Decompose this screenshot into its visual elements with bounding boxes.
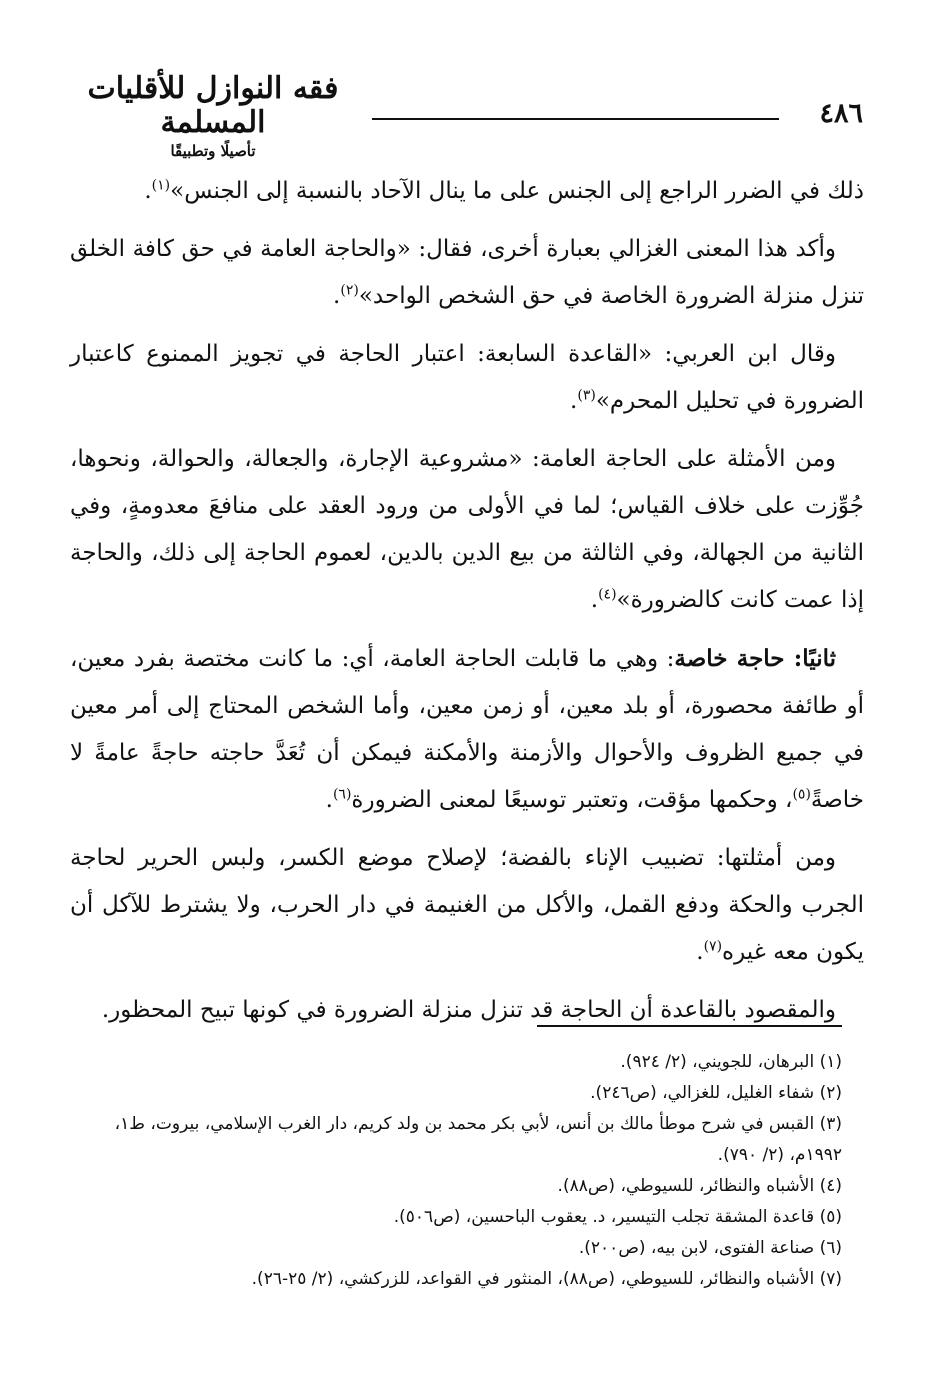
- paragraph-1: ذلك في الضرر الراجع إلى الجنس على ما ينال الآحاد بالنسبة إلى الجنس»$^{(١)}$.: [144, 177, 864, 204]
- footnote-ref-1[interactable]: (١): [151, 177, 171, 194]
- paragraph-3: وقال ابن العربي: «القاعدة السابعة: اعتبار الحاجة في تجويز الممنوع كاعتبار الضرورة في تحليل المحرم»$^{(٣)}$.: [70, 341, 864, 414]
- page-number: ٤٨٦: [819, 98, 863, 129]
- footnote-ref-2[interactable]: (٢): [340, 282, 359, 299]
- section-heading: ثانيًا: حاجة خاصة: [674, 645, 836, 672]
- footnote-6: (٦) صناعة الفتوى، لابن بيه، (ص٢٠٠).: [578, 1238, 842, 1258]
- paragraph-4: ومن الأمثلة على الحاجة العامة: «مشروعية الإجارة، والجعالة، والحوالة، ونحوها، جُوِّزت على خلاف القياس؛ لما في الأولى من ورود العقد على منافعَ معدومةٍ، وفي الثانية من الجهالة، وفي الثالثة من بيع الدين بالدين، لعموم الحاجة إلى ذلك، والحاجة إذا عمت كانت كالضرورة»$^{(٤)}$.: [70, 446, 864, 613]
- footnote-4: (٤) الأشباه والنظائر، للسيوطي، (ص٨٨).: [557, 1176, 842, 1196]
- book-subtitle: تأصيلًا وتطبيقًا: [170, 142, 256, 160]
- header-rule: [372, 118, 779, 120]
- footnote-ref-4[interactable]: (٤): [598, 586, 617, 603]
- footnote-5: (٥) قاعدة المشقة تجلب التيسير، د. يعقوب الباحسين، (ص٥٠٦).: [393, 1207, 842, 1227]
- footnote-ref-6[interactable]: (٦): [332, 786, 352, 803]
- paragraph-7: والمقصود بالقاعدة أن الحاجة قد تنزل منزلة الضرورة في كونها تبيح المحظور.: [101, 997, 836, 1023]
- paragraph-2: وأكد هذا المعنى الغزالي بعبارة أخرى، فقال: «والحاجة العامة في حق كافة الخلق تنزل منزلة الضرورة الخاصة في حق الشخص الواحد»$^{(٢)}$.: [70, 236, 864, 309]
- footnote-ref-3[interactable]: (٣): [577, 387, 596, 404]
- footnote-2: (٢) شفاء الغليل، للغزالي، (ص٢٤٦).: [590, 1083, 842, 1103]
- footnote-1: (١) البرهان، للجويني، (٢/ ٩٢٤).: [620, 1052, 842, 1072]
- paragraph-6: ومن أمثلتها: تضبيب الإناء بالفضة؛ لإصلاح موضع الكسر، ولبس الحرير لحاجة الجرب والحكة ودفع القمل، والأكل من الغنيمة في دار الحرب، ولا يشترط للآكل أن يكون معه غيره$^{(٧)}$.: [70, 845, 864, 965]
- footnote-7: (٧) الأشباه والنظائر، للسيوطي، (ص٨٨)، المنثور في القواعد، للزركشي، (٢/ ٢٥-٢٦).: [251, 1269, 842, 1289]
- running-header: [68, 71, 863, 160]
- paragraph-5: ثانيًا: حاجة خاصة: وهي ما قابلت الحاجة العامة، أي: ما كانت مختصة بفرد معين، أو طائفة محصورة، أو بلد معين، أو زمن معين، وأما الشخص المحتاج إلى أمر معين في جميع الظروف والأحوال والأزمنة والأمكنة فيمكن أن تُعَدَّ حاجته حاجةً عامةً لا خاصةً$^{(٥)}$، وحكمها مؤقت، وتعتبر توسيعًا لمعنى الضرورة$^{(٦)}$.: [70, 645, 864, 813]
- book-title: فقه النوازل للأقليات المسلمة: [87, 71, 339, 140]
- footnote-3: (٣) القبس في شرح موطأ مالك بن أنس، لأبي بكر محمد بن ولد كريم، دار الغرب الإسلامي، بيروت، ط١، ١٩٩٢م، (٢/ ٧٩٠).: [114, 1114, 842, 1165]
- main-text: [70, 168, 864, 1045]
- footnotes: [70, 1047, 842, 1295]
- footnote-separator: [537, 1025, 842, 1027]
- footnote-ref-7[interactable]: (٧): [703, 938, 723, 955]
- book-title-logo: [68, 72, 358, 160]
- footnote-ref-5[interactable]: (٥): [792, 786, 811, 803]
